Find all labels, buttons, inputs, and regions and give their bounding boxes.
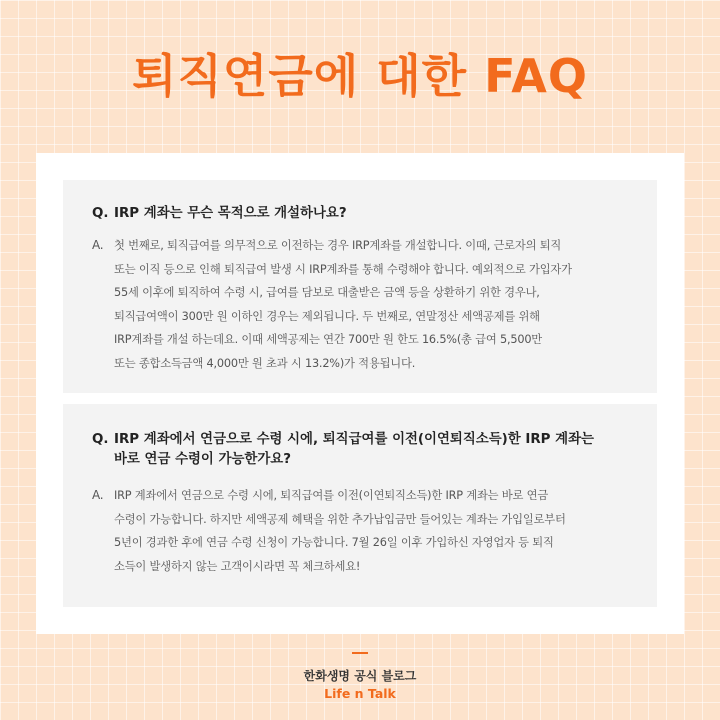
answer-line: 첫 번째로, 퇴직급여를 의무적으로 이전하는 경우 IRP계좌를 개설합니다. 이때, 근로자의 퇴직 [114, 239, 562, 252]
faq-answer [92, 484, 639, 578]
question-marker: Q. [92, 432, 109, 447]
faq-question [92, 204, 639, 224]
answer-line: 소득이 발생하지 않는 고객이시라면 꼭 체크하세요! [114, 559, 361, 573]
question-marker: Q. [92, 206, 109, 221]
question-line: IRP 계좌에서 연금으로 수령 시에, 퇴직급여를 이전(이연퇴직소득)한 IRP 계좌는 [114, 432, 594, 447]
answer-line: IRP계좌를 개설 하는데요. 이때 세액공제는 연간 700만 원 한도 16.5%(총 급여 5,500만 [114, 333, 543, 346]
faq-answer [92, 234, 639, 375]
answer-line: IRP 계좌에서 연금으로 수령 시에, 퇴직급여를 이전(이연퇴직소득)한 IRP 계좌는 바로 연금 [114, 489, 549, 502]
answer-line: 퇴직급여액이 300만 원 이하인 경우는 제외됩니다. 두 번째로, 연말정산 세액공제를 위해 [114, 309, 540, 323]
answer-line: 수령이 가능합니다. 하지만 세액공제 혜택을 위한 추가납입금만 들어있는 계좌는 가입일로부터 [114, 512, 566, 526]
question-line: IRP 계좌는 무슨 목적으로 개설하나요? [114, 206, 347, 221]
footer-divider [352, 652, 368, 654]
answer-line: 55세 이후에 퇴직하여 수령 시, 급여를 담보로 대출받은 금액 등을 상환하기 위한 경우나, [114, 286, 540, 299]
page-title: 퇴직연금에 대한 FAQ [132, 49, 588, 103]
faq-item [63, 180, 657, 393]
answer-marker: A. [92, 488, 104, 502]
question-line: 바로 연금 수령이 가능한가요? [114, 452, 291, 467]
faq-question [92, 430, 639, 470]
footer-blog-name: 한화생명 공식 블로그 [303, 669, 417, 683]
faq-card [36, 153, 684, 634]
faq-item [63, 404, 657, 607]
footer-brand: Life n Talk [324, 686, 396, 701]
answer-line: 5년이 경과한 후에 연금 수령 신청이 가능합니다. 7월 26일 이후 가입하신 자영업자 등 퇴직 [114, 536, 554, 549]
answer-marker: A. [92, 238, 104, 252]
answer-line: 또는 종합소득금액 4,000만 원 초과 시 13.2%)가 적용됩니다. [114, 356, 416, 370]
answer-line: 또는 이직 등으로 인해 퇴직급여 발생 시 IRP계좌를 통해 수령해야 합니다. 예외적으로 가입자가 [114, 262, 572, 276]
